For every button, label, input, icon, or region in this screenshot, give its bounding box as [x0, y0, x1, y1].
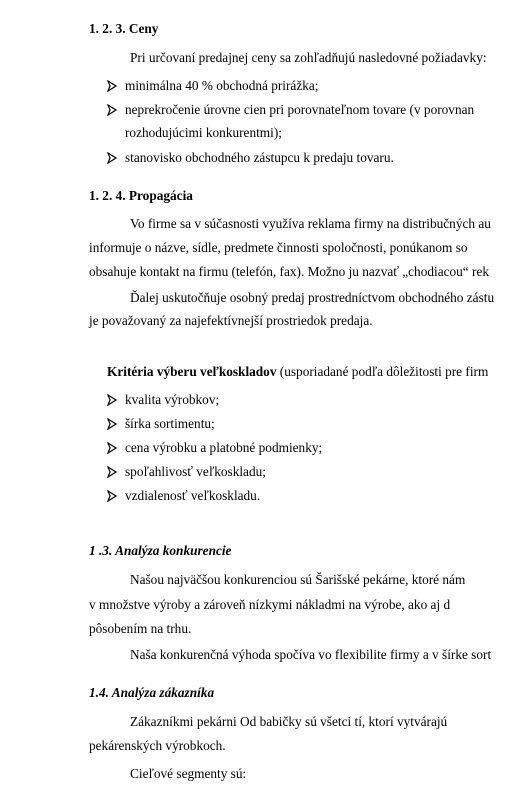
konkurencia-line: v množstve výroby a zároveň nízkymi nákladmi na výrobe, ako aj d: [89, 597, 451, 612]
propagacia-line: informuje o názve, sídle, predmete činnosti spoločnosti, ponúkanom so: [89, 240, 468, 255]
propagacia-line: Vo firme sa v súčasnosti využíva reklama firmy na distribučných au: [130, 216, 491, 231]
arrow-bullet-icon: [107, 442, 117, 454]
ceny-bullet: stanovisko obchodného zástupcu k predaju tovaru.: [125, 150, 394, 165]
propagacia-line: obsahuje kontakt na firmu (telefón, fax). Možno ju nazvať „chodiacou“ rek: [89, 264, 490, 279]
criteria-item: cena výrobku a platobné podmienky;: [125, 440, 323, 455]
arrow-bullet-icon: [107, 152, 117, 164]
arrow-bullet-icon: [107, 418, 117, 430]
criteria-title-rest: (usporiadané podľa dôležitosti pre firm: [276, 364, 489, 379]
konkurencia-line: Naša konkurenčná výhoda spočíva vo flexibilite firmy a v šírke sort: [130, 647, 492, 662]
arrow-bullet-icon: [107, 80, 117, 92]
arrow-bullet-icon: [107, 104, 117, 116]
ceny-bullet: neprekročenie úrovne cien pri porovnateľnom tovare (v porovnan: [125, 102, 475, 117]
criteria-item: šírka sortimentu;: [125, 416, 215, 431]
ceny-bullet: minimálna 40 % obchodná prirážka;: [125, 78, 319, 93]
criteria-item: vzdialenosť veľkoskladu.: [125, 488, 261, 503]
zakaznik-line: Zákazníkmi pekárni Od babičky sú všetci tí, ktorí vytvárajú: [130, 714, 448, 729]
heading-analyza-konkurencie: 1 .3. Analýza konkurencie: [89, 543, 232, 558]
arrow-bullet-icon: [107, 394, 117, 406]
ceny-bullet-continuation: rozhodujúcimi konkurentmi);: [125, 125, 282, 140]
konkurencia-line: Našou najväčšou konkurenciou sú Šarišské pekárne, ktoré nám: [130, 572, 466, 587]
arrow-bullet-icon: [107, 466, 117, 478]
ceny-intro: Pri určovaní predajnej ceny sa zohľadňujú nasledovné požiadavky:: [130, 50, 487, 65]
criteria-title-bold: Kritéria výberu veľkoskladov: [107, 364, 277, 379]
criteria-title: [107, 364, 488, 380]
criteria-item: kvalita výrobkov;: [125, 392, 220, 407]
heading-propagacia: 1. 2. 4. Propagácia: [89, 188, 193, 203]
zakaznik-line: pekárenských výrobkoch.: [89, 738, 226, 753]
heading-ceny: 1. 2. 3. Ceny: [89, 21, 159, 36]
arrow-bullet-icon: [107, 490, 117, 502]
konkurencia-line: pôsobením na trhu.: [89, 621, 192, 636]
heading-analyza-zakaznika: 1.4. Analýza zákazníka: [89, 685, 215, 700]
criteria-item: spoľahlivosť veľkoskladu;: [125, 464, 266, 479]
zakaznik-line: Cieľové segmenty sú:: [130, 766, 247, 781]
propagacia-line: Ďalej uskutočňuje osobný predaj prostredníctvom obchodného zástu: [130, 290, 495, 305]
propagacia-line: je považovaný za najefektívnejší prostriedok predaja.: [89, 313, 373, 328]
